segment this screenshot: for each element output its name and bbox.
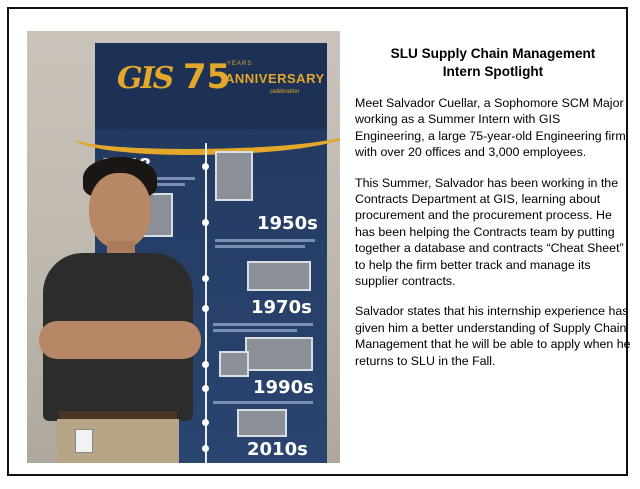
year-1990s: 1990s	[253, 377, 314, 398]
article-text	[355, 45, 631, 383]
paragraph-work: This Summer, Salvador has been working in the Contracts Department at GIS, learning about procurement and the procurement process. He has been helping the Contracts team by putting together a database and contracts “Cheat Sheet” to help the firm better track and manage its supplier contracts.	[355, 175, 624, 289]
title-line-2: Intern Spotlight	[442, 64, 544, 79]
logo-years: YEARS	[227, 61, 253, 67]
timeline-dot	[202, 361, 209, 368]
vessel-photo	[247, 261, 311, 291]
logo-75: 75	[183, 57, 231, 97]
people-photo	[219, 351, 249, 377]
timeline-dot	[202, 305, 209, 312]
article-title	[355, 45, 631, 81]
year-1970s: 1970s	[251, 297, 312, 318]
year-1950s: 1950s	[257, 213, 318, 234]
id-badge	[75, 429, 93, 453]
person-face	[89, 173, 151, 249]
timeline-caption	[215, 245, 305, 248]
spotlight-frame	[7, 7, 631, 476]
timeline-caption	[213, 401, 313, 404]
founders-photo	[215, 151, 253, 201]
paragraph-quote: Salvador states that his internship experience has given him a better understanding of Supply Chain Management that he will be able to apply when he returns to SLU in the Fall.	[355, 304, 631, 368]
year-2010s: 2010s	[247, 439, 308, 460]
title-line-1: SLU Supply Chain Management	[390, 46, 596, 61]
timeline-caption	[215, 239, 315, 242]
timeline-line	[205, 143, 207, 463]
timeline-caption	[213, 329, 297, 332]
logo-anniversary: ANNIVERSARY	[225, 71, 325, 86]
intern-photo	[27, 31, 340, 463]
paragraph-intro: Meet Salvador Cuellar, a Sophomore SCM Major working as a Summer Intern with GIS Engineering, a large 75-year-old Engineering firm with over 20 offices and 3,000 employees.	[355, 96, 626, 160]
banner-gold-swoosh	[75, 113, 340, 155]
timeline-dot	[202, 219, 209, 226]
building-photo	[237, 409, 287, 437]
gis-logo: GIS	[117, 61, 173, 96]
timeline-dot	[202, 419, 209, 426]
timeline-dot	[202, 385, 209, 392]
logo-tagline: celebration	[270, 89, 300, 95]
person-crossed-arms	[39, 321, 201, 359]
timeline-dot	[202, 275, 209, 282]
timeline-caption	[213, 323, 313, 326]
timeline-dot	[202, 445, 209, 452]
timeline-dot	[202, 163, 209, 170]
ship-photo	[245, 337, 313, 371]
